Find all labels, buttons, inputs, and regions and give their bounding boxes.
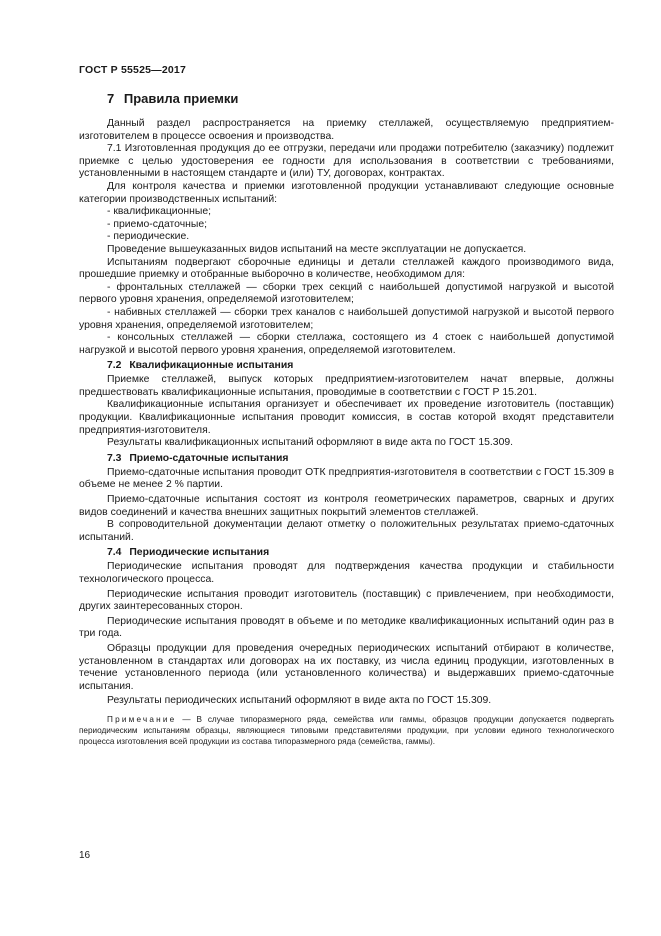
note-lead: Примечание [107, 714, 177, 724]
subsection-heading [107, 452, 614, 465]
paragraph: Проведение вышеуказанных видов испытаний на месте эксплуатации не допускается. [107, 243, 527, 255]
paragraph: Периодические испытания проводят для подтверждения качества продукции и стабильности технологического процесса. [79, 561, 614, 585]
subsection-title: Периодические испытания [129, 547, 270, 559]
note [79, 714, 614, 747]
paragraph: Периодические испытания проводит изготовитель (поставщик) с привлечением, при необходимости, других заинтересованных сторон. [79, 588, 614, 613]
paragraph: 7.1 Изготовленная продукция до ее отгрузки, передачи или продажи потребителю (заказчику) подлежит приемке с целью удостоверения ее годности для использования в соответствии с требованиями, установленными в настоящем стандарте и (или) ТУ, договорах, контрактах. [79, 143, 614, 180]
paragraph: Приемо-сдаточные испытания проводит ОТК предприятия-изготовителя в соответствии с ГОСТ 15.309 в объеме не менее 2 % партии. [79, 466, 614, 491]
subsection-title: Приемо-сдаточные испытания [129, 452, 289, 464]
paragraph: Результаты квалификационных испытаний оформляют в виде акта по ГОСТ 15.309. [107, 437, 514, 449]
paragraph: Приемо-сдаточные испытания состоят из контроля геометрических параметров, сварных и других видов соединений и качества внешних защитных покрытий элементов стеллажей. [79, 494, 614, 518]
list-item: - набивных стеллажей — сборки трех каналов с наибольшей допустимой нагрузкой и высотой первого уровня хранения, определяемой изготовителем; [79, 306, 614, 331]
page-content [79, 90, 614, 755]
subsection-heading [107, 359, 614, 372]
note-text: — В случае типоразмерного ряда, семейства или гаммы, образцов продукции допускается подвергать периодическим испытаниям образцы, являющиеся типовыми представителями продукции, при условии единого технологического процесса изготовления всей продукции из состава типоразмерного ряда (семейства, гаммы). [79, 714, 614, 746]
paragraph: Приемке стеллажей, выпуск которых предприятием-изготовителем начат впервые, должны предшествовать квалификационные испытания, проводимые в соответствии с ГОСТ Р 15.201. [79, 374, 614, 398]
subsection-number: 7.4 [107, 547, 122, 559]
paragraph: Периодические испытания проводят в объеме и по методике квалификационных испытаний один раз в три года. [79, 615, 614, 640]
subsection-title: Квалификационные испытания [129, 360, 294, 372]
paragraph: Испытаниям подвергают сборочные единицы и детали стеллажей каждого производимого вида, прошедшие приемку и отобранные выборочно в количестве, необходимом для: [79, 256, 614, 281]
list-item: - периодические. [107, 231, 190, 243]
section-number: 7 [107, 91, 115, 106]
section-title-text: Правила приемки [123, 91, 239, 106]
subsection-number: 7.2 [107, 360, 122, 372]
section-title [107, 90, 614, 108]
list-item: - приемо-сдаточные; [107, 218, 208, 230]
list-item: - квалификационные; [107, 206, 211, 218]
paragraph: Для контроля качества и приемки изготовленной продукции устанавливают следующие основные категории производственных испытаний: [79, 180, 614, 205]
standard-header: ГОСТ Р 55525—2017 [79, 64, 187, 76]
paragraph: Результаты периодических испытаний оформляют в виде акта по ГОСТ 15.309. [107, 695, 492, 707]
subsection-heading [107, 546, 614, 559]
paragraph: В сопроводительной документации делают отметку о положительных результатах приемо-сдаточных испытаний. [79, 519, 614, 543]
paragraph: Квалификационные испытания организует и обеспечивает их проведение изготовитель (поставщик) продукции. Квалификационные испытания проводит комиссия, в состав которой входят представители предприятия-изготовителя. [79, 399, 614, 436]
paragraph: Образцы продукции для проведения очередных периодических испытаний отбирают в количестве, установленном в стандартах или договорах на их поставку, из числа единиц продукции, изготовленных в течение установленного периода (или установленного количества) и выдержавших приемо-сдаточные испытания. [79, 642, 614, 692]
paragraph: Данный раздел распространяется на приемку стеллажей, осуществляемую предприятием-изготовителем в процессе освоения и производства. [79, 118, 614, 142]
list-item: - консольных стеллажей — сборки стеллажа, состоящего из 4 стоек с наибольшей допустимой нагрузкой и высотой первого уровня хранения, определяемой изготовителем. [79, 332, 614, 356]
subsection-number: 7.3 [107, 452, 122, 464]
list-item: - фронтальных стеллажей — сборки трех секций с наибольшей допустимой нагрузкой и высотой первого уровня хранения, определяемой изготовителем; [79, 281, 614, 306]
page-number: 16 [79, 850, 91, 861]
